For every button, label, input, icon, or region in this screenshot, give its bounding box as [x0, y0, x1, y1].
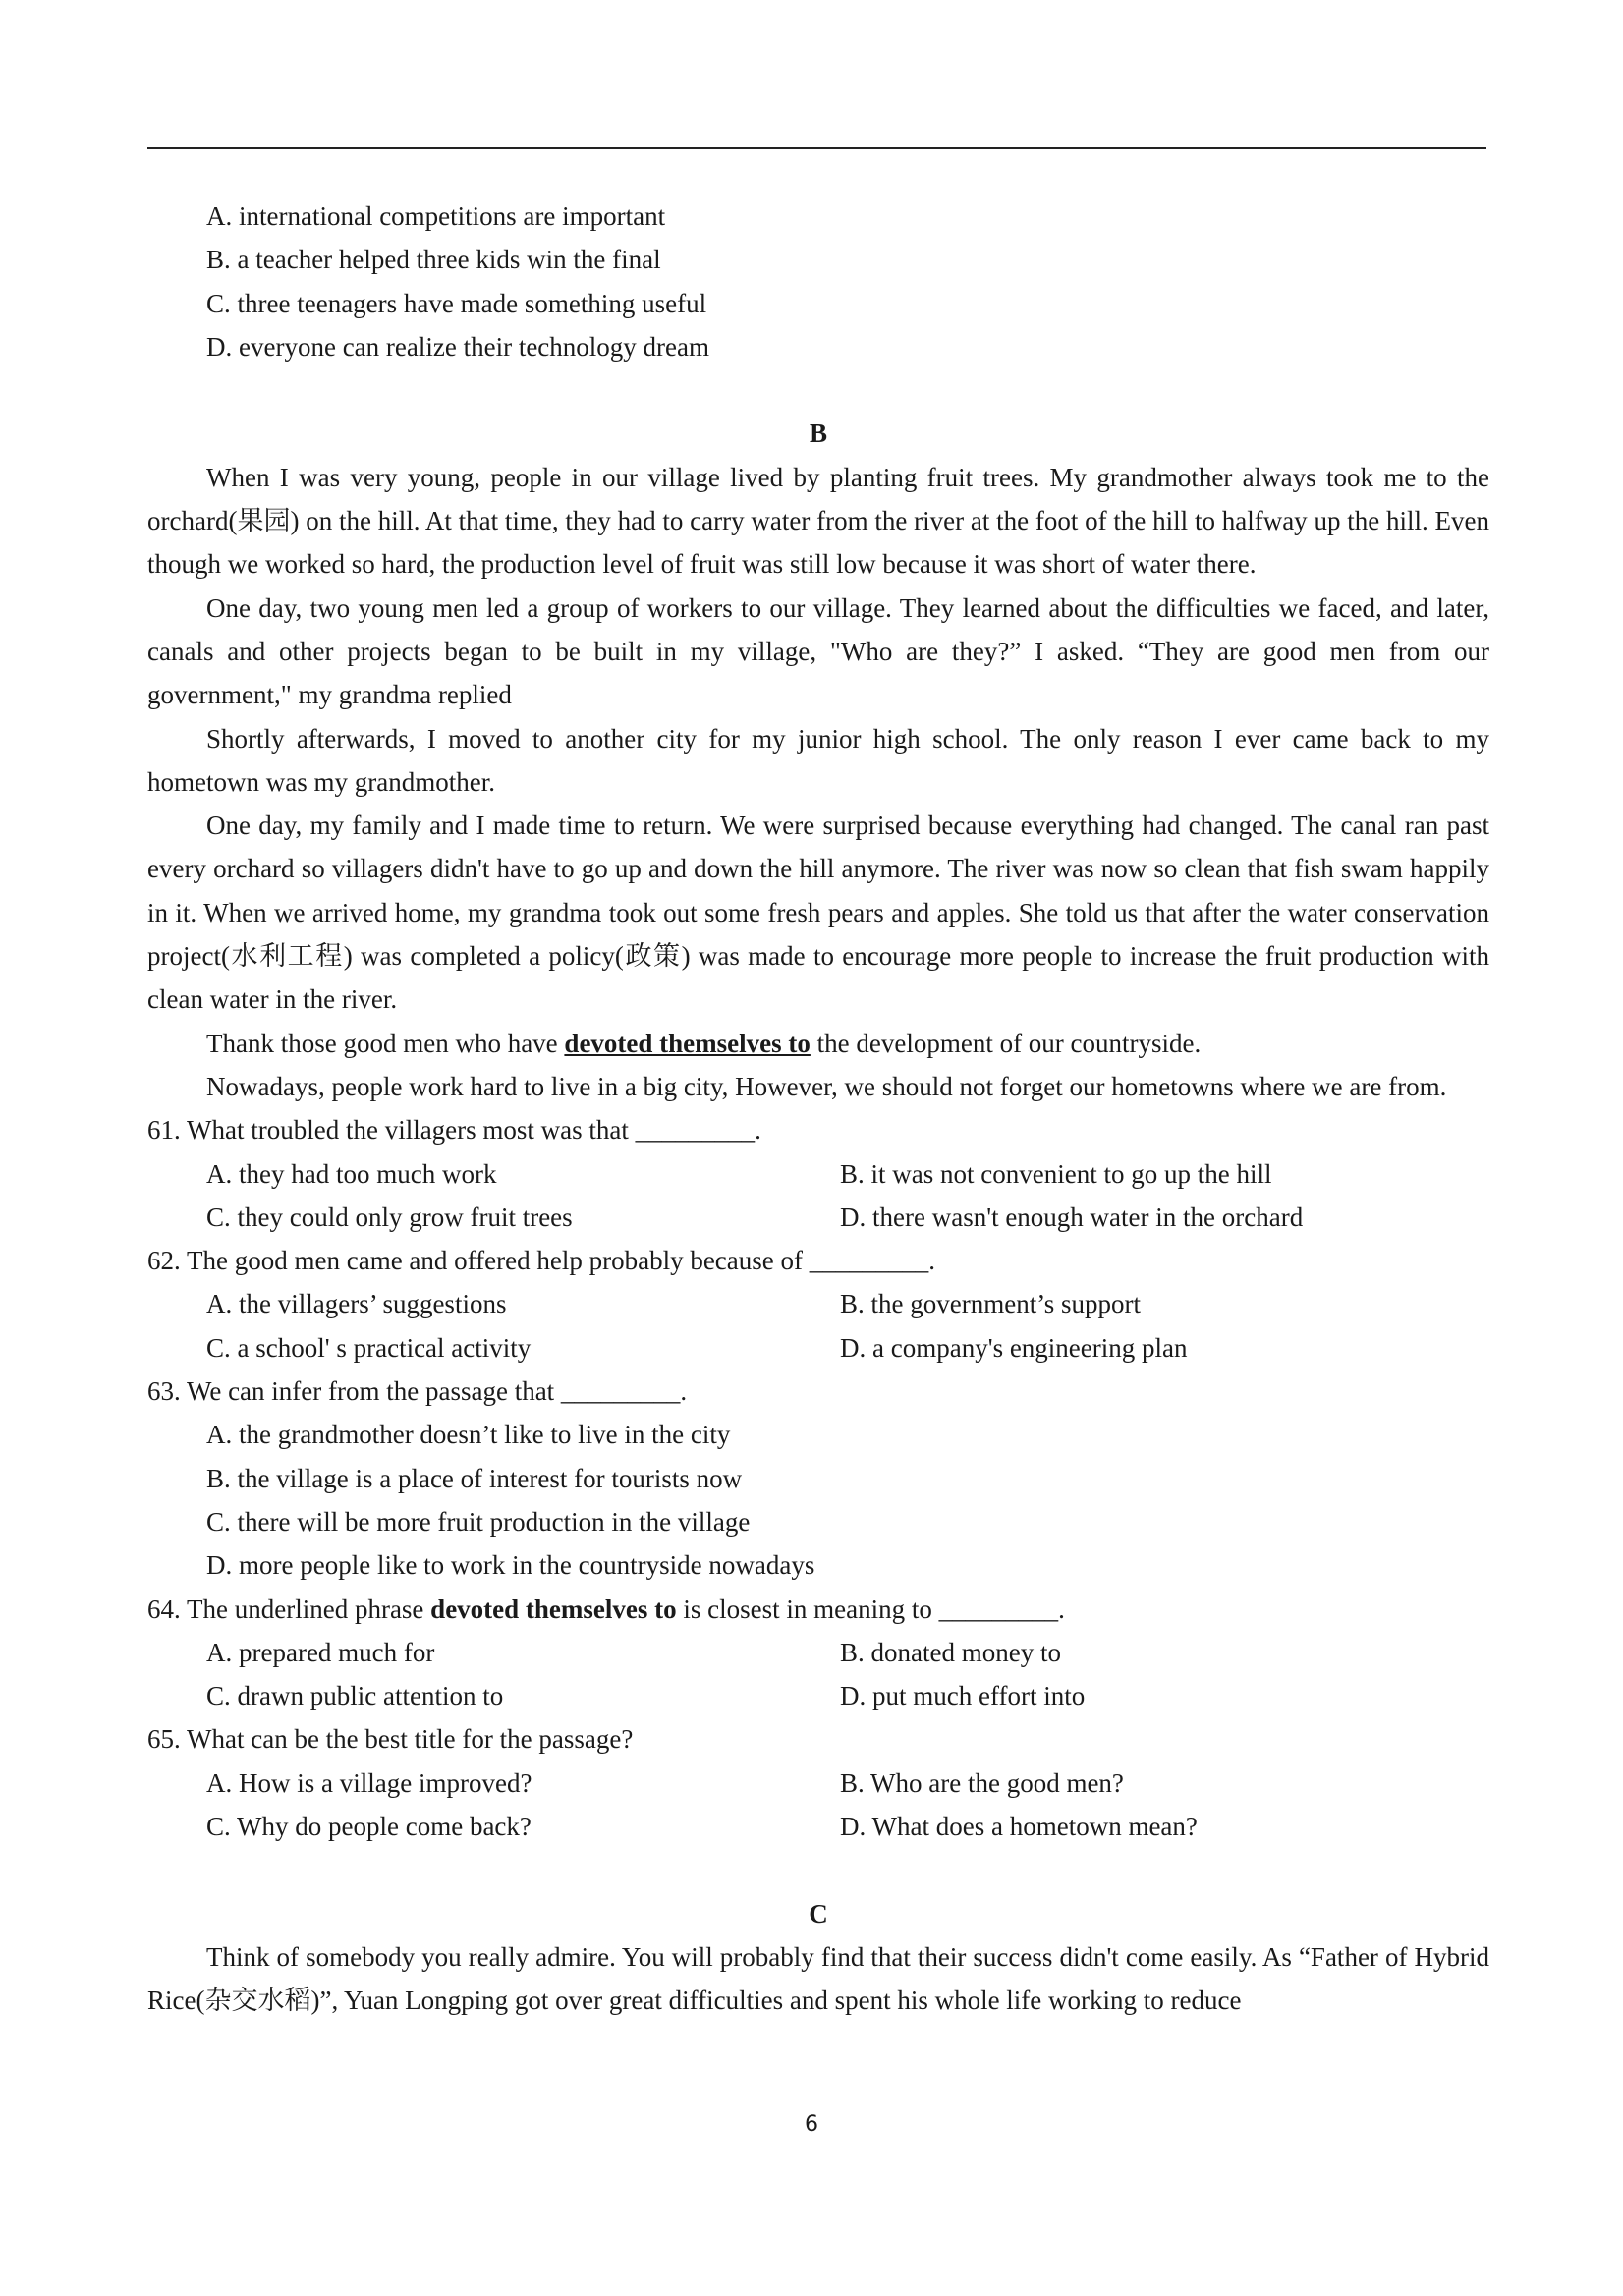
q61-option-b: B. it was not convenient to go up the hill [840, 1158, 1272, 1189]
prev-option-b: B. a teacher helped three kids win the final [206, 245, 661, 275]
p5-after: the development of our countryside. [810, 1028, 1202, 1058]
q65-option-c: C. Why do people come back? [206, 1811, 532, 1841]
section-b-paragraph-4: One day, my family and I made time to return. We were surprised because everything had changed. The canal ran past every orchard so villagers didn't have to go up and down the hill anymore. The river was now so clean that fish swam happily in it. When we arrived home, my grandma took out some fresh pears and apples. She told us that after the water conservation project(水利工程) was completed a policy(政策) was made to encourage more people to increase the fruit production with clean water in the river. [147, 811, 1489, 1015]
section-b-paragraph-6: Nowadays, people work hard to live in a big city, However, we should not forget our hometowns where we are from. [206, 1071, 1447, 1101]
q62-option-c: C. a school' s practical activity [206, 1332, 532, 1363]
q63-option-a: A. the grandmother doesn’t like to live in the city [206, 1420, 731, 1450]
q61-option-a: A. they had too much work [206, 1158, 497, 1189]
header-rule [147, 147, 1486, 149]
question-61-options-row-1 [147, 1152, 1489, 1196]
q64-option-d: D. put much effort into [840, 1681, 1086, 1711]
q63-option-c: C. there will be more fruit production in the village [206, 1506, 751, 1537]
underlined-phrase: devoted themselves to [564, 1028, 811, 1058]
question-65-stem: 65. What can be the best title for the passage? [147, 1724, 634, 1755]
q62-option-a: A. the villagers’ suggestions [206, 1289, 507, 1319]
question-64-options-row-1 [147, 1631, 1489, 1674]
question-63-stem: 63. We can infer from the passage that _________. [147, 1376, 688, 1407]
q65-option-b: B. Who are the good men? [840, 1767, 1124, 1798]
question-64-stem [147, 1588, 1489, 1631]
page-number: 6 [805, 2112, 818, 2137]
q62-option-d: D. a company's engineering plan [840, 1332, 1188, 1363]
q65-option-d: D. What does a hometown mean? [840, 1811, 1198, 1841]
question-61-stem: 61. What troubled the villagers most was that _________. [147, 1115, 761, 1146]
q64-stem-after: is closest in meaning to _________. [676, 1594, 1065, 1624]
section-c-paragraph-1: Think of somebody you really admire. You will probably find that their success didn't come easily. As “Father of Hybrid Rice(杂交水稻)”, Yuan Longping got over great difficulties and spent his whole life working to reduce [147, 1941, 1489, 2016]
q65-option-a: A. How is a village improved? [206, 1767, 532, 1798]
section-b-paragraph-3: Shortly afterwards, I moved to another city for my junior high school. The only reason I ever came back to my hometown was my grandmother. [147, 723, 1489, 797]
q64-phrase: devoted themselves to [430, 1594, 677, 1624]
question-62-options-row-1 [147, 1282, 1489, 1325]
q62-option-b: B. the government’s support [840, 1289, 1141, 1319]
q63-option-b: B. the village is a place of interest for tourists now [206, 1463, 743, 1493]
prev-option-a: A. international competitions are important [206, 201, 666, 231]
question-62-options-row-2 [147, 1326, 1489, 1370]
prev-option-d: D. everyone can realize their technology dream [206, 331, 709, 362]
p5-before: Thank those good men who have [206, 1028, 565, 1058]
question-65-options-row-2 [147, 1805, 1489, 1848]
q64-stem-before: 64. The underlined phrase [147, 1594, 431, 1624]
question-61-options-row-2 [147, 1196, 1489, 1239]
question-65-options-row-1 [147, 1762, 1489, 1805]
section-b-paragraph-5 [147, 1022, 1489, 1065]
section-b-paragraph-2: One day, two young men led a group of workers to our village. They learned about the difficulties we faced, and later, canals and other projects began to be built in my village, "Who are they?” I asked. “They are good men from our government," my grandma replied [147, 592, 1489, 710]
prev-option-c: C. three teenagers have made something useful [206, 288, 707, 318]
question-62-stem: 62. The good men came and offered help probably because of _________. [147, 1246, 936, 1276]
section-b-paragraph-1: When I was very young, people in our village lived by planting fruit trees. My grandmother always took me to the orchard(果园) on the hill. At that time, they had to carry water from the river at the foot of the hill to halfway up the hill. Even though we worked so hard, the production level of fruit was still low because it was short of water there. [147, 462, 1489, 580]
page-content [147, 195, 1489, 2022]
q61-option-c: C. they could only grow fruit trees [206, 1202, 573, 1232]
section-c-heading: C [809, 1898, 828, 1929]
section-b-heading: B [809, 419, 827, 449]
q61-option-d: D. there wasn't enough water in the orchard [840, 1202, 1304, 1232]
q64-option-b: B. donated money to [840, 1637, 1061, 1667]
q64-option-a: A. prepared much for [206, 1637, 435, 1667]
q64-option-c: C. drawn public attention to [206, 1681, 504, 1711]
q63-option-d: D. more people like to work in the countryside nowadays [206, 1550, 815, 1581]
question-64-options-row-2 [147, 1674, 1489, 1717]
